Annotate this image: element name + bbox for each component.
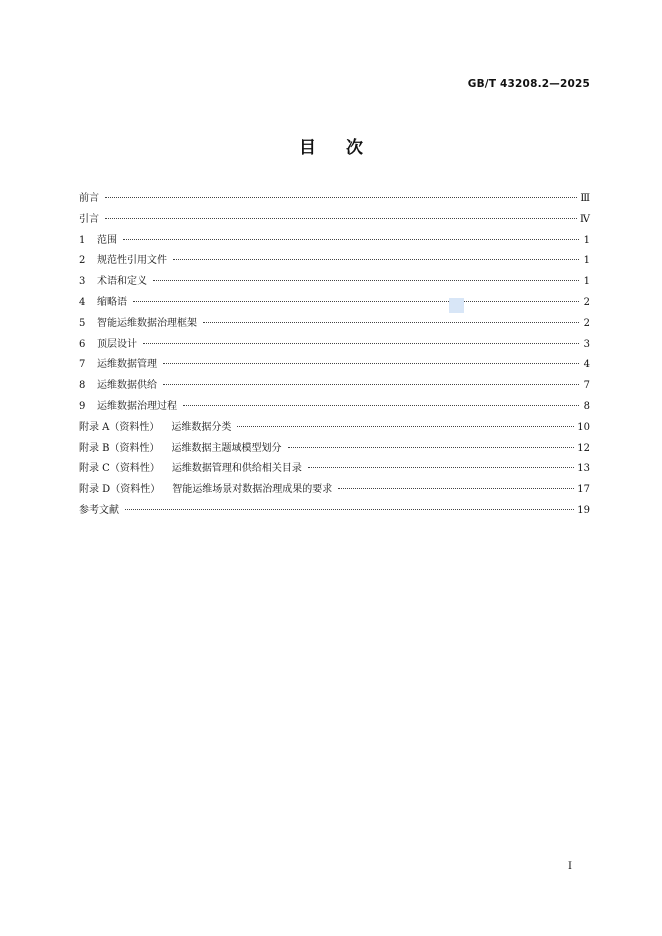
toc-entry-label: 运维数据主题域模型划分: [171, 442, 282, 454]
toc-entry-prefix: 附录 B（资料性）: [79, 442, 160, 454]
page-number: Ⅰ: [568, 861, 572, 872]
toc-entry-label: 智能运维数据治理框架: [97, 317, 197, 329]
dot-leader: [173, 247, 579, 260]
toc-entry-label: 缩略语: [97, 296, 127, 308]
toc-entry-number: 9: [79, 400, 86, 412]
dot-leader: [163, 372, 579, 385]
dot-leader: [308, 455, 574, 468]
toc-entry-number: 4: [79, 296, 86, 308]
toc-entry[interactable]: [79, 500, 590, 521]
toc-entry-label: 引言: [79, 213, 99, 225]
toc-entry-page: 13: [577, 463, 590, 475]
toc-entry-label: 前言: [79, 193, 99, 204]
dot-leader: [133, 289, 579, 302]
page-title: 目次: [299, 138, 393, 158]
toc-entry-page: 7: [583, 380, 590, 392]
toc-entry-number: 3: [79, 276, 86, 288]
toc-entry-page: 1: [583, 276, 590, 288]
dot-leader: [123, 227, 579, 240]
toc-entry-label: 运维数据管理: [97, 359, 157, 371]
dot-leader: [163, 351, 579, 364]
toc-entry-page: 12: [577, 442, 590, 454]
toc-entry-page: 19: [577, 504, 590, 516]
toc-entry-label: 运维数据管理和供给相关目录: [171, 463, 302, 475]
toc-entry-number: 5: [79, 317, 86, 329]
dot-leader: [143, 331, 579, 344]
toc-entry-label: 智能运维场景对数据治理成果的要求: [172, 484, 333, 496]
toc-entry-page: 2: [583, 296, 590, 308]
toc-entry-label: 参考文献: [79, 504, 119, 516]
toc-entry-page: 3: [583, 338, 590, 350]
dot-leader: [183, 393, 579, 406]
toc-entry-label: 范围: [97, 234, 117, 246]
toc-entry-page: 8: [583, 400, 590, 412]
dot-leader: [203, 310, 579, 323]
dot-leader: [288, 435, 575, 448]
toc-entry-prefix: 附录 C（资料性）: [79, 463, 160, 475]
toc-entry-label: 规范性引用文件: [97, 255, 167, 267]
toc-entry-number: 7: [79, 359, 86, 371]
toc-entry-page: 1: [583, 234, 590, 246]
toc-entry-page: 17: [577, 484, 590, 496]
toc-entry-label: 运维数据治理过程: [97, 400, 177, 412]
dot-leader: [105, 185, 577, 198]
selection-marker: [449, 298, 464, 313]
table-of-contents: [79, 188, 590, 521]
toc-entry-number: 2: [79, 255, 86, 267]
dot-leader: [153, 268, 579, 281]
dot-leader: [105, 206, 577, 219]
toc-entry-page: 2: [583, 317, 590, 329]
toc-entry-number: 6: [79, 338, 86, 350]
standard-code: GB/T 43208.2—2025: [467, 78, 590, 90]
toc-entry-prefix: 附录 D（资料性）: [79, 484, 161, 496]
toc-entry-label: 运维数据供给: [97, 380, 157, 392]
toc-entry-page: 4: [583, 359, 590, 371]
toc-entry-page: Ⅲ: [580, 193, 590, 204]
dot-leader: [125, 497, 574, 510]
toc-entry-label: 术语和定义: [97, 276, 147, 288]
toc-entry-prefix: 附录 A（资料性）: [79, 421, 160, 433]
toc-entry-page: Ⅳ: [580, 213, 590, 225]
dot-leader: [237, 414, 574, 427]
toc-entry-label: 运维数据分类: [171, 421, 232, 433]
toc-entry-page: 10: [577, 421, 590, 433]
dot-leader: [338, 476, 574, 489]
toc-entry-page: 1: [583, 255, 590, 267]
toc-entry-number: 8: [79, 380, 86, 392]
toc-entry-number: 1: [79, 234, 86, 246]
toc-entry-label: 顶层设计: [97, 338, 137, 350]
